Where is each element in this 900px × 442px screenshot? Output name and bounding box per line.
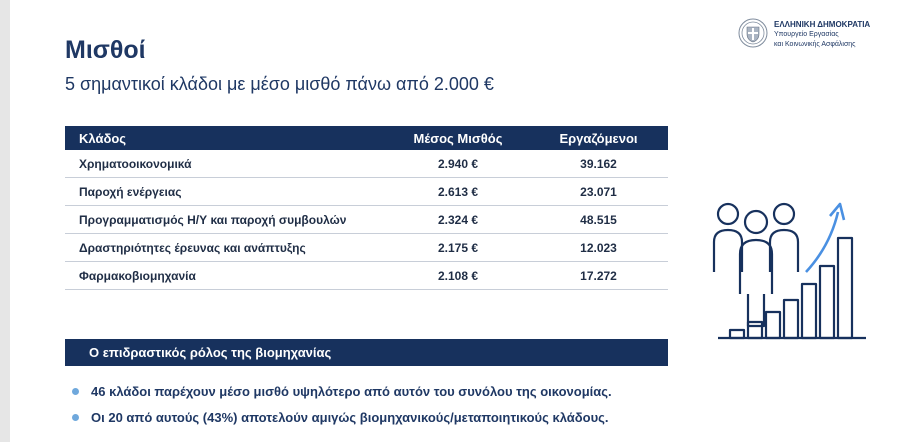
cell-salary: 2.108 € <box>437 268 479 283</box>
bullet-item <box>72 404 732 430</box>
cell-employees: 48.515 <box>580 212 617 227</box>
cell-sector: Παροχή ενέργειας <box>79 184 182 199</box>
bullet-text: 46 κλάδοι παρέχουν μέσο μισθό υψηλότερο από αυτόν του συνόλου της οικονομίας. <box>91 383 612 399</box>
bullet-dot-icon <box>72 388 79 395</box>
bullet-dot-icon <box>72 414 79 421</box>
table-row <box>65 150 668 178</box>
table-row <box>65 262 668 290</box>
column-header-salary: Μέσος Μισθός <box>413 130 503 146</box>
cell-employees: 23.071 <box>580 184 617 199</box>
cell-salary: 2.324 € <box>437 212 479 227</box>
cell-salary: 2.175 € <box>437 240 479 255</box>
table-row <box>65 206 668 234</box>
table-row <box>65 234 668 262</box>
sectors-table <box>65 126 668 290</box>
logo-ministry: Υπουργείο Εργασίας <box>774 31 839 38</box>
people-growth-chart-icon <box>710 196 880 346</box>
cell-salary: 2.613 € <box>437 184 479 199</box>
cell-salary: 2.940 € <box>437 156 479 171</box>
cell-employees: 12.023 <box>580 240 617 255</box>
slide-edge <box>0 0 10 442</box>
bullet-item <box>72 378 732 404</box>
cell-sector: Χρηματοοικονομικά <box>79 156 192 171</box>
hellenic-seal-icon <box>738 18 768 48</box>
cell-sector: Δραστηριότητες έρευνας και ανάπτυξης <box>79 240 306 255</box>
bullet-text: Οι 20 από αυτούς (43%) αποτελούν αμιγώς βιομηχανικούς/μεταποιητικούς κλάδους. <box>91 409 609 425</box>
page-title: Μισθοί <box>65 36 146 64</box>
cell-sector: Προγραμματισμός Η/Υ και παροχή συμβουλών <box>79 212 347 227</box>
table-header <box>65 126 668 150</box>
column-header-employees: Εργαζόμενοι <box>559 130 638 146</box>
ministry-logo <box>738 16 898 56</box>
cell-sector: Φαρμακοβιομηχανία <box>79 268 196 283</box>
slide <box>10 0 900 442</box>
logo-ministry-cont: και Κοινωνικής Ασφάλισης <box>774 41 856 48</box>
section-banner: Ο επιδραστικός ρόλος της βιομηχανίας <box>65 339 668 366</box>
logo-title: ΕΛΛΗΝΙΚΗ ΔΗΜΟΚΡΑΤΙΑ <box>774 20 871 29</box>
cell-employees: 39.162 <box>580 156 617 171</box>
bullet-list <box>72 378 732 430</box>
page-subtitle: 5 σημαντικοί κλάδοι με μέσο μισθό πάνω από 2.000 € <box>65 74 494 94</box>
cell-employees: 17.272 <box>580 268 617 283</box>
table-row <box>65 178 668 206</box>
column-header-sector: Κλάδος <box>79 130 127 146</box>
